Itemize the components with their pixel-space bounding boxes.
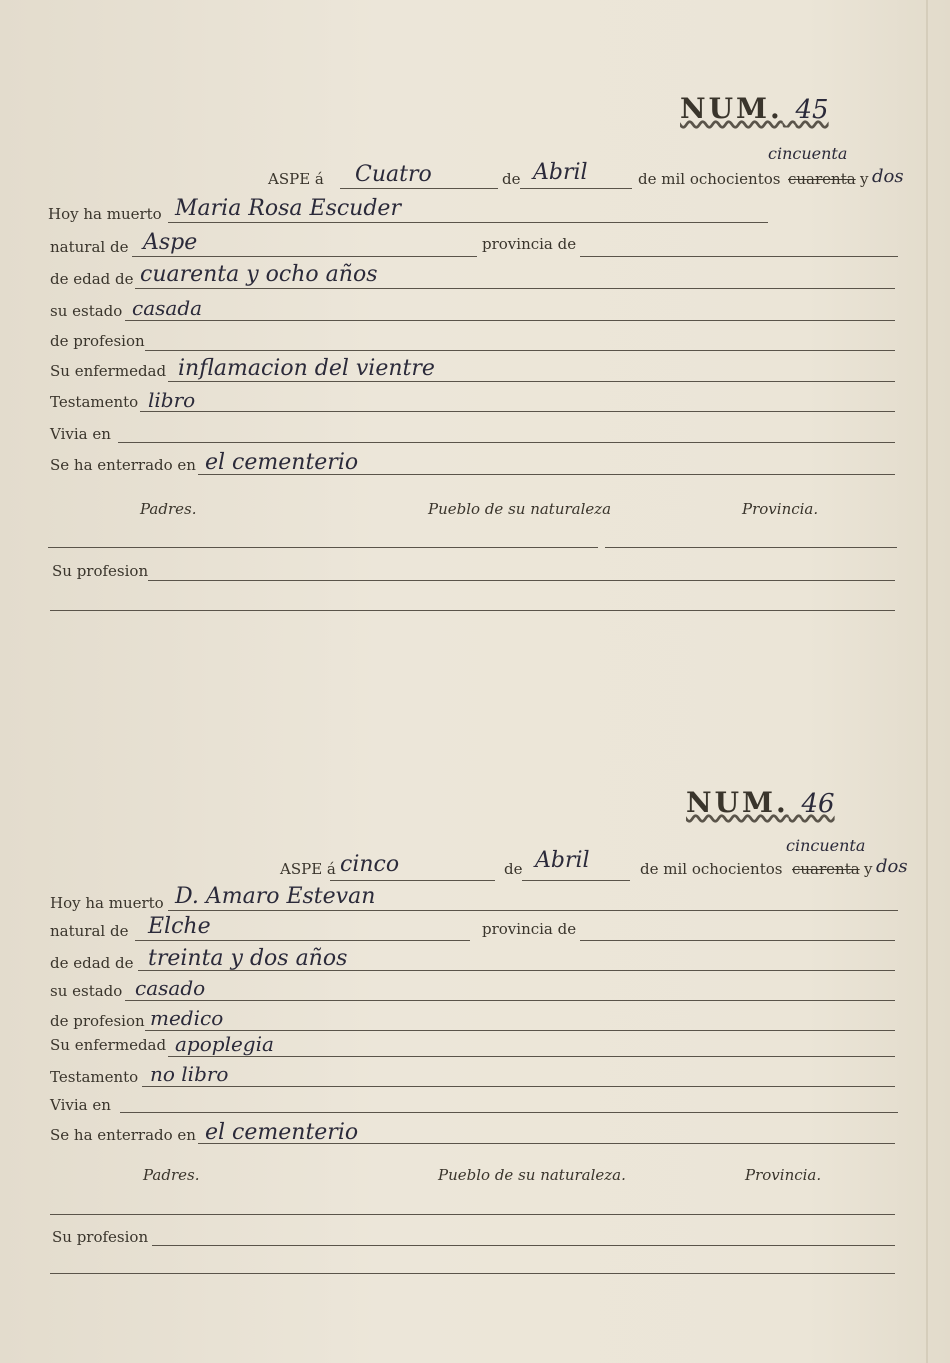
day-line xyxy=(330,880,495,881)
year-struck: cuarenta xyxy=(788,170,856,188)
edad-value: cuarenta y ocho años xyxy=(140,262,378,287)
profesion-label: de profesion xyxy=(50,1012,145,1030)
year-prefix: de mil ochocientos xyxy=(638,170,781,188)
num-label: NUM. xyxy=(686,786,789,819)
provincia-header: Provincia. xyxy=(742,500,819,518)
de-label: de xyxy=(504,860,523,878)
place-label: ASPE á xyxy=(268,170,324,188)
enfermedad-line xyxy=(168,1056,895,1057)
edad-value: treinta y dos años xyxy=(148,946,348,971)
name-line xyxy=(168,222,768,223)
padres-line xyxy=(50,1214,895,1215)
provincia-line xyxy=(580,940,895,941)
su-profesion-label: Su profesion xyxy=(52,562,149,580)
su-profesion-label: Su profesion xyxy=(52,1228,149,1246)
record-number xyxy=(686,786,835,819)
deceased-name: D. Amaro Estevan xyxy=(175,884,376,909)
enterrado-label: Se ha enterrado en xyxy=(50,1126,196,1144)
edad-line xyxy=(138,970,895,971)
closing-line xyxy=(50,610,895,611)
record-number xyxy=(680,92,829,125)
profesion-line xyxy=(145,350,895,351)
name-line xyxy=(168,910,898,911)
estado-line xyxy=(125,1000,895,1001)
year-suffix: dos xyxy=(872,166,904,187)
estado-label: su estado xyxy=(50,302,123,320)
year-correction: cincuenta xyxy=(786,836,866,855)
edad-label: de edad de xyxy=(50,954,134,972)
enfermedad-label: Su enfermedad xyxy=(50,362,167,380)
padres-provincia-line xyxy=(605,547,897,548)
year-prefix: de mil ochocientos xyxy=(640,860,783,878)
num-value: 45 xyxy=(795,95,829,125)
testamento-label: Testamento xyxy=(50,1068,139,1086)
enterrado-line xyxy=(198,1143,895,1144)
closing-line xyxy=(50,1273,895,1274)
year-y: y xyxy=(860,170,869,188)
provincia-label: provincia de xyxy=(482,920,577,938)
testamento-value: libro xyxy=(148,388,196,412)
estado-value: casado xyxy=(135,976,206,1000)
su-profesion-line xyxy=(152,1245,895,1246)
provincia-header: Provincia. xyxy=(745,1166,822,1184)
natural-value: Aspe xyxy=(143,230,198,255)
natural-line xyxy=(132,256,477,257)
pueblo-header: Pueblo de su naturaleza. xyxy=(438,1166,626,1184)
deceased-name: Maria Rosa Escuder xyxy=(175,196,401,221)
padres-header: Padres. xyxy=(143,1166,200,1184)
year-struck: cuarenta xyxy=(792,860,860,878)
su-profesion-line xyxy=(148,580,895,581)
enterrado-line xyxy=(198,474,895,475)
testamento-line xyxy=(140,411,895,412)
page-fold xyxy=(926,0,928,1363)
enfermedad-line xyxy=(168,381,895,382)
natural-label: natural de xyxy=(50,922,129,940)
enfermedad-value: inflamacion del vientre xyxy=(178,356,435,381)
place-label: ASPE á xyxy=(280,860,336,878)
enterrado-label: Se ha enterrado en xyxy=(50,456,196,474)
profesion-label: de profesion xyxy=(50,332,145,350)
hoy-label: Hoy ha muerto xyxy=(50,894,164,912)
testamento-line xyxy=(142,1086,895,1087)
day-line xyxy=(340,188,498,189)
testamento-label: Testamento xyxy=(50,393,139,411)
testamento-value: no libro xyxy=(150,1062,229,1086)
year-correction: cincuenta xyxy=(768,144,848,163)
padres-header: Padres. xyxy=(140,500,197,518)
pueblo-header: Pueblo de su naturaleza xyxy=(428,500,612,518)
num-label: NUM. xyxy=(680,92,783,125)
vivia-line xyxy=(118,442,895,443)
enfermedad-value: apoplegia xyxy=(175,1032,274,1056)
enterrado-value: el cementerio xyxy=(205,450,359,475)
vivia-label: Vivia en xyxy=(50,425,111,443)
edad-line xyxy=(135,288,895,289)
provincia-label: provincia de xyxy=(482,235,577,253)
estado-value: casada xyxy=(132,296,203,320)
num-value: 46 xyxy=(801,789,835,819)
natural-line xyxy=(135,940,470,941)
day-value: Cuatro xyxy=(355,162,432,187)
padres-line xyxy=(48,547,598,548)
enterrado-value: el cementerio xyxy=(205,1120,359,1145)
year-y: y xyxy=(864,860,873,878)
month-line xyxy=(520,188,632,189)
enfermedad-label: Su enfermedad xyxy=(50,1036,167,1054)
year-suffix: dos xyxy=(876,856,908,877)
edad-label: de edad de xyxy=(50,270,134,288)
de-label: de xyxy=(502,170,521,188)
profesion-value: medico xyxy=(150,1006,224,1030)
estado-line xyxy=(125,320,895,321)
vivia-line xyxy=(120,1112,898,1113)
provincia-line xyxy=(580,256,898,257)
month-line xyxy=(522,880,630,881)
estado-label: su estado xyxy=(50,982,123,1000)
day-value: cinco xyxy=(340,852,400,877)
month-value: Abril xyxy=(533,160,588,185)
month-value: Abril xyxy=(535,848,590,873)
natural-value: Elche xyxy=(148,914,211,939)
natural-label: natural de xyxy=(50,238,129,256)
profesion-line xyxy=(145,1030,895,1031)
hoy-label: Hoy ha muerto xyxy=(48,205,162,223)
vivia-label: Vivia en xyxy=(50,1096,111,1114)
